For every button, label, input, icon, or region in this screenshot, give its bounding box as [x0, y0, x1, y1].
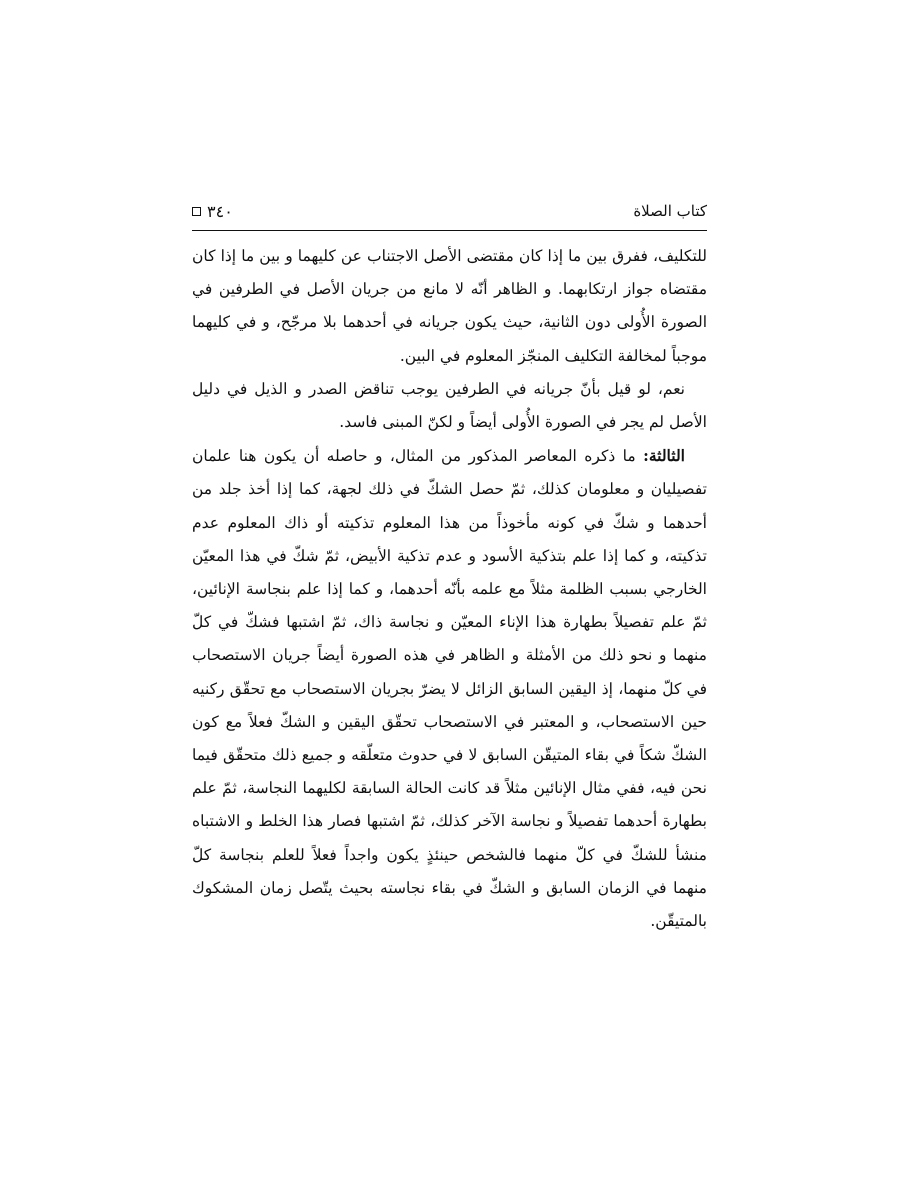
page-number: ٣٤٠	[207, 201, 233, 221]
header-divider	[192, 230, 707, 231]
section-label-third: الثالثة:	[643, 446, 685, 466]
paragraph-3-text: ما ذكره المعاصر المذكور من المثال، و حاصله أن يكون هنا علمان تفصيليان و معلومان كذلك، ثمّ حصل الشكّ في ذلك لجهة، كما إذا أخذ جلد من أحدهما و شكّ في كونه مأخوذاً من هذا المعلوم تذكيته أو ذاك المعلوم عدم تذكيته، و كما إذا علم بتذكية الأسود و عدم تذكية الأبيض، ثمّ شكّ في هذا المعيّن الخارجي بسبب الظلمة مثلاً مع علمه بأنّه أحدهما، و كما إذا علم بنجاسة الإنائين، ثمّ علم تفصيلاً بطهارة هذا الإناء المعيّن و نجاسة ذاك، ثمّ اشتبها فشكّ في كلّ منهما و نحو ذلك من الأمثلة و الظاهر في هذه الصورة أيضاً جريان الاستصحاب في كلّ منهما، إذ اليقين السابق الزائل لا يضرّ بجريان الاستصحاب مع تحقّق ركنيه حين الاستصحاب، و المعتبر في الاستصحاب تحقّق اليقين و الشكّ فعلاً مع كون الشكّ شكاً في بقاء المتيقّن السابق لا في حدوث متعلّقه و جميع ذلك متحقّق فيما نحن فيه، ففي مثال الإنائين مثلاً قد كانت الحالة السابقة لكليهما النجاسة، ثمّ علم بطهارة أحدهما تفصيلاً و نجاسة الآخر كذلك، ثمّ اشتبها فصار هذا الخلط و الاشتباه منشأ للشكّ في كلّ منهما فالشخص حينئذٍ يكون واجداً فعلاً للعلم بنجاسة كلّ منهما في الزمان السابق و الشكّ في بقاء نجاسته بحيث يتّصل زمان المشكوك بالمتيقّن.	[192, 447, 707, 931]
body-text	[192, 240, 707, 938]
running-header	[192, 196, 707, 226]
paragraph-1: للتكليف، ففرق بين ما إذا كان مقتضى الأصل الاجتناب عن كليهما و بين ما إذا كان مقتضاه جواز ارتكابهما. و الظاهر أنّه لا مانع من جريان الأصل في الطرفين في الصورة الأُولى دون الثانية، حيث يكون جريانه في أحدهما بلا مرجّح، و في كليهما موجباً لمخالفة التكليف المنجّز المعلوم في البين.	[192, 247, 707, 365]
square-marker-icon	[192, 207, 201, 216]
paragraph-3	[192, 439, 707, 938]
book-title: كتاب الصلاة	[633, 202, 707, 220]
paragraph-2: نعم، لو قيل بأنّ جريانه في الطرفين يوجب تناقض الصدر و الذيل في دليل الأصل لم يجر في الصورة الأُولى أيضاً و لكنّ المبنى فاسد.	[192, 379, 707, 432]
page-number-group	[192, 202, 233, 221]
